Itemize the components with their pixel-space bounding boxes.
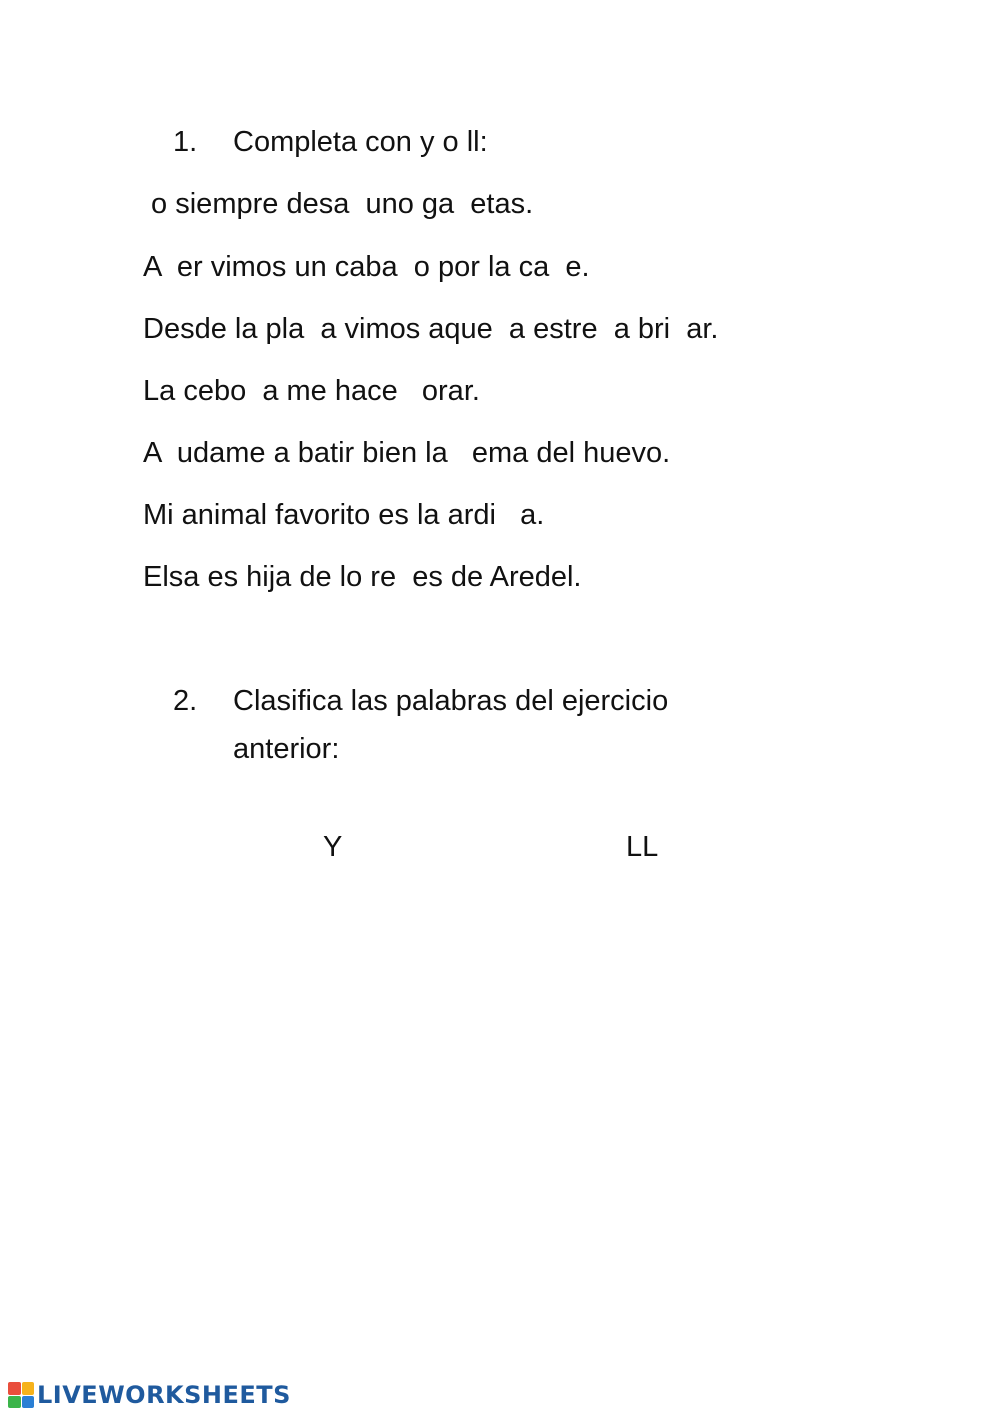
logo-square-blue xyxy=(22,1396,35,1409)
sentence-7: Elsa es hija de lo re es de Aredel. xyxy=(143,561,582,593)
sentence-5: A udame a batir bien la ema del huevo. xyxy=(143,437,671,469)
logo-square-green xyxy=(8,1396,21,1409)
sentence-1: o siempre desa uno ga etas. xyxy=(143,188,534,220)
liveworksheets-logo-text: LIVEWORKSHEETS xyxy=(37,1381,291,1409)
sentence-3: Desde la pla a vimos aque a estre a bri ar. xyxy=(143,313,719,345)
column-header-ll: LL xyxy=(626,831,659,863)
exercise-1-number: 1. xyxy=(173,126,198,158)
liveworksheets-logo xyxy=(8,1380,291,1410)
exercise-2-instruction-line-2: anterior: xyxy=(233,733,340,765)
liveworksheets-logo-icon xyxy=(8,1382,34,1408)
logo-square-red xyxy=(8,1382,21,1395)
sentence-4: La cebo a me hace orar. xyxy=(143,375,480,407)
logo-square-yellow xyxy=(22,1382,35,1395)
exercise-2-instruction-line-1: Clasifica las palabras del ejercicio xyxy=(233,685,669,717)
sentence-6: Mi animal favorito es la ardi a. xyxy=(143,499,545,531)
column-header-y: Y xyxy=(323,831,343,863)
exercise-2-number: 2. xyxy=(173,685,198,717)
exercise-1-instruction: Completa con y o ll: xyxy=(233,126,488,158)
sentence-2: A er vimos un caba o por la ca e. xyxy=(143,251,590,283)
